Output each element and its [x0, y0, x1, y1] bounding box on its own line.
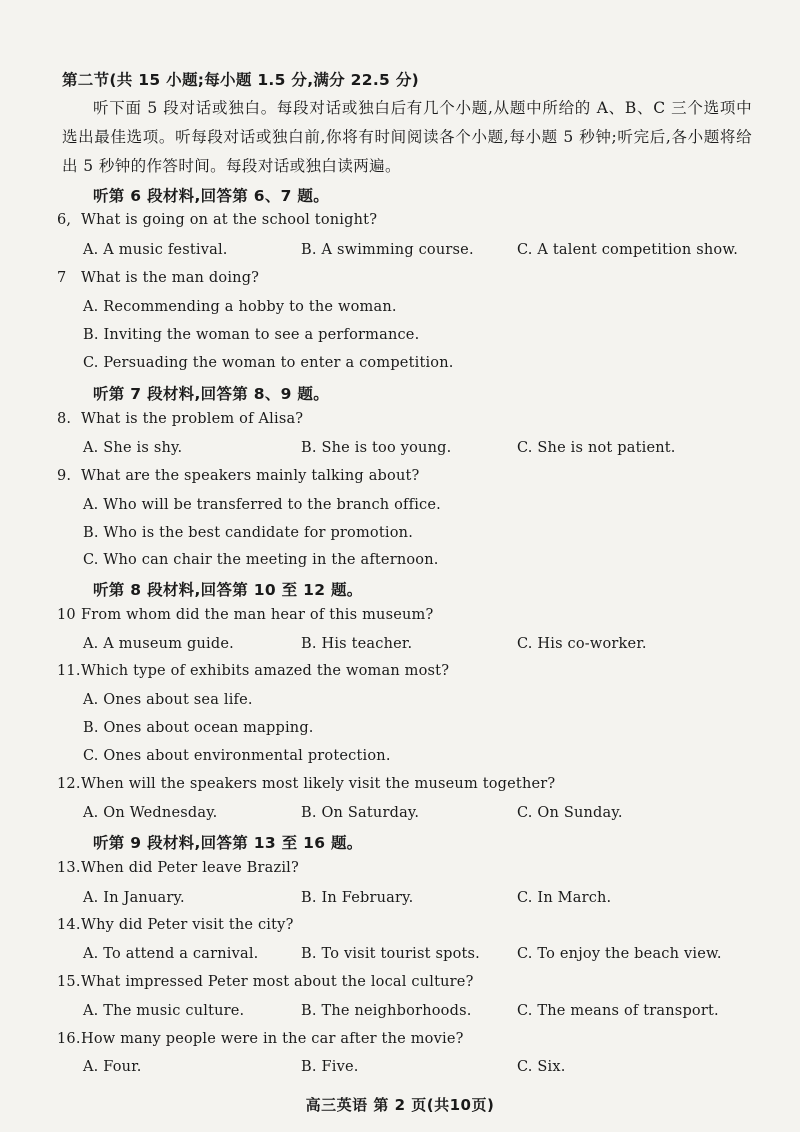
option-10a: A. A museum guide. — [83, 636, 234, 652]
material-heading-9: 听第 9 段材料,回答第 13 至 16 题。 — [93, 834, 363, 852]
question-number: 12. — [57, 776, 81, 792]
option-14b: B. To visit tourist spots. — [301, 946, 480, 962]
option-9a: A. Who will be transferred to the branch office. — [83, 497, 441, 513]
question-number: 16. — [57, 1031, 81, 1047]
question-text: How many people were in the car after the movie? — [81, 1031, 464, 1047]
question-number: 9. — [57, 468, 72, 484]
option-16a: A. Four. — [83, 1059, 142, 1075]
option-8a: A. She is shy. — [83, 440, 183, 456]
question-7 — [57, 270, 259, 286]
question-number: 11. — [57, 663, 81, 679]
option-13b: B. In February. — [301, 890, 414, 906]
question-text: What are the speakers mainly talking about? — [81, 468, 420, 484]
question-text: What impressed Peter most about the local culture? — [81, 974, 474, 990]
option-7a: A. Recommending a hobby to the woman. — [83, 299, 397, 315]
option-11b: B. Ones about ocean mapping. — [83, 720, 314, 736]
option-15a: A. The music culture. — [83, 1003, 245, 1019]
option-7b: B. Inviting the woman to see a performance. — [83, 327, 420, 343]
option-14c: C. To enjoy the beach view. — [517, 946, 722, 962]
question-13 — [57, 860, 299, 876]
option-12b: B. On Saturday. — [301, 805, 420, 821]
section-instructions: 听下面 5 段对话或独白。每段对话或独白后有几个小题,从题中所给的 A、B、C 三个选项中选出最佳选项。听每段对话或独白前,你将有时间阅读各个小题,每小题 5 秒钟;听完后,各小题将给出 5 秒钟的作答时间。每段对话或独白读两遍。 — [62, 99, 752, 175]
section-title: 第二节(共 15 小题;每小题 1.5 分,满分 22.5 分) — [62, 71, 420, 89]
option-6a: A. A music festival. — [83, 242, 228, 258]
question-12 — [57, 776, 555, 792]
option-16b: B. Five. — [301, 1059, 359, 1075]
option-8c: C. She is not patient. — [517, 440, 676, 456]
page-footer: 高三英语 第 2 页(共10页) — [305, 1096, 495, 1114]
question-number: 7 — [57, 270, 67, 286]
question-14 — [57, 917, 294, 933]
question-15 — [57, 974, 474, 990]
question-number: 10 — [57, 607, 76, 623]
question-number: 8. — [57, 411, 72, 427]
option-6b: B. A swimming course. — [301, 242, 474, 258]
question-10 — [57, 607, 433, 623]
option-8b: B. She is too young. — [301, 440, 452, 456]
question-text: Why did Peter visit the city? — [81, 917, 294, 933]
option-9b: B. Who is the best candidate for promotion. — [83, 525, 414, 541]
option-6c: C. A talent competition show. — [517, 242, 739, 258]
material-heading-8: 听第 8 段材料,回答第 10 至 12 题。 — [93, 581, 363, 599]
option-11a: A. Ones about sea life. — [83, 692, 253, 708]
option-14a: A. To attend a carnival. — [83, 946, 259, 962]
option-12c: C. On Sunday. — [517, 805, 623, 821]
question-text: From whom did the man hear of this museum? — [81, 607, 434, 623]
option-15c: C. The means of transport. — [517, 1003, 719, 1019]
option-11c: C. Ones about environmental protection. — [83, 748, 391, 764]
question-number: 15. — [57, 974, 81, 990]
material-heading-6: 听第 6 段材料,回答第 6、7 题。 — [93, 187, 330, 205]
option-15b: B. The neighborhoods. — [301, 1003, 472, 1019]
option-12a: A. On Wednesday. — [83, 805, 218, 821]
option-9c: C. Who can chair the meeting in the afternoon. — [83, 552, 439, 568]
option-16c: C. Six. — [517, 1059, 566, 1075]
option-13c: C. In March. — [517, 890, 612, 906]
question-text: What is the man doing? — [81, 270, 260, 286]
question-11 — [57, 663, 449, 679]
question-number: 14. — [57, 917, 81, 933]
question-text: When did Peter leave Brazil? — [81, 860, 299, 876]
question-16 — [57, 1031, 464, 1047]
material-heading-7: 听第 7 段材料,回答第 8、9 题。 — [93, 385, 330, 403]
question-text: What is the problem of Alisa? — [81, 411, 304, 427]
question-text: When will the speakers most likely visit the museum together? — [81, 776, 556, 792]
question-text: Which type of exhibits amazed the woman most? — [81, 663, 450, 679]
question-6 — [57, 212, 377, 228]
option-13a: A. In January. — [83, 890, 185, 906]
question-number: 6, — [57, 212, 72, 228]
question-8 — [57, 411, 303, 427]
option-7c: C. Persuading the woman to enter a competition. — [83, 355, 454, 371]
question-number: 13. — [57, 860, 81, 876]
option-10c: C. His co-worker. — [517, 636, 647, 652]
question-text: What is going on at the school tonight? — [81, 212, 378, 228]
option-10b: B. His teacher. — [301, 636, 413, 652]
question-9 — [57, 468, 420, 484]
